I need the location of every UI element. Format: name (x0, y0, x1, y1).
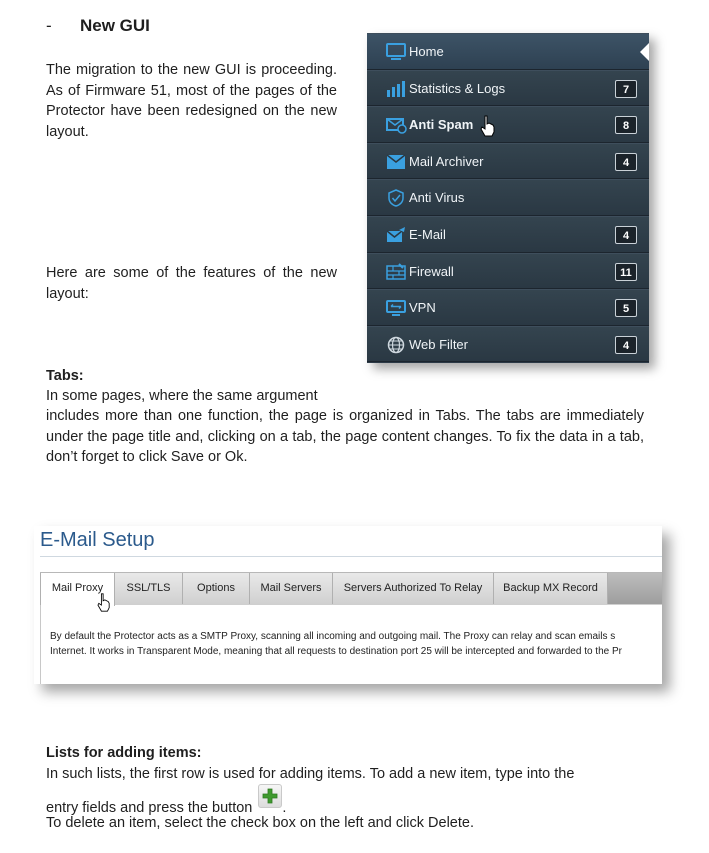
active-indicator (640, 43, 649, 61)
count-badge: 5 (615, 299, 637, 317)
tab-content (40, 605, 662, 684)
sidebar-item-label: Statistics & Logs (409, 80, 506, 96)
tab-bar-filler (608, 573, 662, 604)
sidebar-item-anti-spam[interactable] (367, 106, 649, 143)
vpn-icon (385, 299, 407, 317)
lists-paragraph-line3: To delete an item, select the check box on the left and click Delete. (46, 815, 474, 831)
panel-title: E-Mail Setup (40, 529, 155, 551)
lists-line2-end: . (282, 800, 287, 816)
tab-label: Servers Authorized To Relay (343, 582, 483, 594)
sidebar-item-statistics[interactable] (367, 70, 649, 107)
intro-paragraph: The migration to the new GUI is proceeding. As of Firmware 51, most of the pages of the Protector have been redesigned on the new layout. (46, 62, 337, 140)
sidebar-item-firewall[interactable] (367, 253, 649, 290)
sidebar-item-label: VPN (409, 300, 436, 316)
count-badge: 4 (615, 226, 637, 244)
sidebar-item-label: Mail Archiver (409, 153, 484, 169)
mail-icon (385, 226, 407, 244)
tab-label: Options (197, 582, 235, 594)
tab-content-line: Internet. It works in Transparent Mode, meaning that all requests to destination port 25 will be intercepted and forwarded to the Pr (50, 646, 622, 657)
sidebar-item-label: Anti Spam (409, 117, 474, 133)
tabs-paragraph-line2: includes more than one function, the page is organized in Tabs. The tabs are immediately under the page title and, clicking on a tab, the page content changes. To fix the data in a tab, don’t forget to click Save or Ok. (46, 408, 644, 465)
count-badge: 4 (615, 336, 637, 354)
tab-backup-mx-record[interactable] (494, 573, 608, 604)
tab-mail-proxy[interactable] (40, 573, 115, 606)
plus-icon (262, 788, 278, 804)
tab-label: Backup MX Record (503, 582, 598, 594)
features-paragraph: Here are some of the features of the new layout: (46, 265, 337, 302)
sidebar-item-email[interactable] (367, 216, 649, 253)
count-badge: 7 (615, 80, 637, 98)
monitor-icon (385, 43, 407, 61)
mail-block-icon (385, 116, 407, 134)
tab-label: Mail Servers (260, 582, 322, 594)
sidebar-item-vpn[interactable] (367, 289, 649, 326)
sidebar-item-label: E-Mail (409, 226, 446, 242)
count-badge: 4 (615, 153, 637, 171)
sidebar-item-label: Anti Virus (409, 190, 465, 206)
add-button[interactable] (258, 784, 282, 808)
sidebar-menu (367, 33, 649, 363)
tab-content-text (50, 629, 662, 659)
globe-icon (385, 336, 407, 354)
tab-label: SSL/TLS (126, 582, 171, 594)
tab-content-line: By default the Protector acts as a SMTP Proxy, scanning all incoming and outgoing mail. The Proxy can relay and scan emails s (50, 631, 616, 642)
tab-options[interactable] (183, 573, 250, 604)
lists-paragraph-line1: In such lists, the first row is used for adding items. To add a new item, type into the (46, 766, 575, 782)
sidebar-item-web-filter[interactable] (367, 326, 649, 363)
tab-bar (40, 572, 662, 605)
sidebar-item-mail-archiver[interactable] (367, 143, 649, 180)
tabs-paragraph-line1: In some pages, where the same argument (46, 388, 318, 404)
tab-mail-servers[interactable] (250, 573, 333, 604)
count-badge: 8 (615, 116, 637, 134)
shield-icon (385, 189, 407, 207)
archive-icon (385, 153, 407, 171)
lists-heading: Lists for adding items: (46, 745, 202, 761)
tab-label: Mail Proxy (51, 582, 104, 594)
heading-dash: - (46, 16, 52, 35)
hand-cursor-icon (480, 115, 496, 137)
sidebar-item-home[interactable] (367, 33, 649, 70)
firewall-icon (385, 263, 407, 281)
lists-line2-text: entry fields and press the button (46, 800, 253, 816)
sidebar-item-anti-virus[interactable] (367, 179, 649, 216)
sidebar-item-label: Firewall (409, 263, 454, 279)
count-badge: 11 (615, 263, 637, 281)
email-setup-panel (34, 526, 662, 684)
sidebar-item-label: Home (409, 44, 444, 59)
sidebar-item-label: Web Filter (409, 336, 468, 352)
tab-servers-authorized-to-relay[interactable] (333, 573, 494, 604)
section-heading (46, 16, 150, 37)
bar-chart-icon (385, 80, 407, 98)
tabs-heading: Tabs: (46, 368, 84, 384)
tab-ssl-tls[interactable] (115, 573, 183, 604)
heading-title: New GUI (80, 16, 150, 35)
divider (40, 556, 662, 557)
